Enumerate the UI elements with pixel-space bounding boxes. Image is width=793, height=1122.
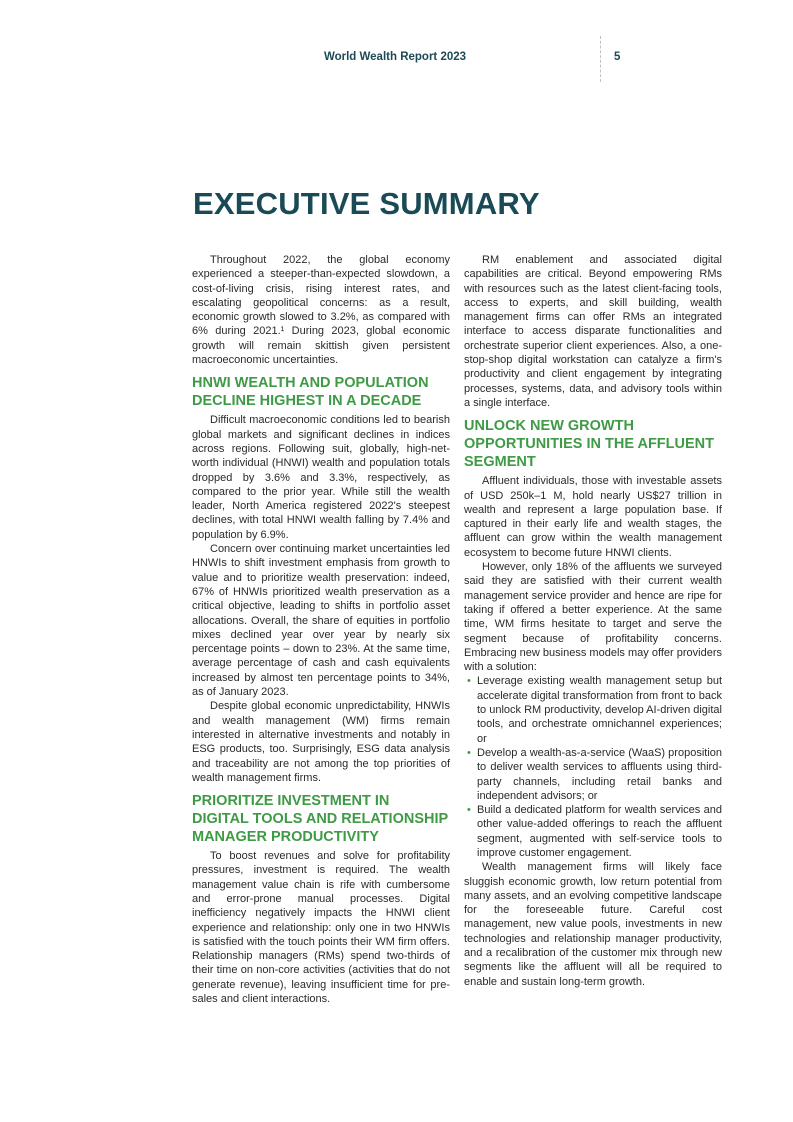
bullet-icon: • [467, 804, 471, 817]
closing-paragraph: Wealth management firms will likely face sluggish economic growth, low return potential from many assets, and an evolving competitive landscape for the foreseeable future. Careful cost management, new value pools, investments in new technologies and relationship manager productivity, and a recalibration of the customer mix through new segments like the affluent will all be required to enable and sustain long-term growth. [464, 861, 722, 988]
section-heading-hnwi-wealth: HNWI WEALTH AND POPULATION DECLINE HIGHEST IN A DECADE [192, 375, 429, 410]
intro-paragraph: RM enablement and associated digital capabilities are critical. Beyond empowering RMs with resources such as the latest client-facing tools, access to experts, and skill building, wealth management firms can offer RMs an integrated interface to access disparate functionalities and orchestrate superior client experiences. Also, a one-stop-shop digital workstation can catalyze a firm's productivity and client engagement by integrating processes, systems, data, and advisory tools within a single interface. [464, 254, 722, 409]
body-paragraph: Difficult macroeconomic conditions led to bearish global markets and significant declines in indices across regions. Following suit, globally, high-net-worth individual (HNWI) wealth and population totals dropped by 3.6% and 3.3%, respectively, as compared to the prior year. While still the wealth leader, North America registered 2022's steepest declines, with total HNWI wealth falling by 7.4% and population by 6.9%. [192, 414, 450, 541]
body-paragraph: Affluent individuals, those with investable assets of USD 250k–1 M, hold nearly US$27 trillion in wealth and represent a large population base. If captured in their early life and wealth stages, the affluent can grow within the wealth management ecosystem to become future HNWI clients. [464, 475, 722, 559]
list-item [464, 803, 722, 860]
list-item-text: Build a dedicated platform for wealth services and other value-added offerings to reach the affluent segment, augmented with self-service tools to improve customer engagement. [477, 804, 722, 859]
left-column [192, 253, 450, 1006]
intro-paragraph: Throughout 2022, the global economy experienced a steeper-than-expected slowdown, a cost-of-living crisis, rising interest rates, and escalating geopolitical concerns: as a result, economic growth slowed to 3.2%, as compared with 6% during 2021.¹ During 2023, global economic growth will remain skittish given persistent macroeconomic uncertainties. [192, 254, 450, 367]
bullet-icon: • [467, 746, 471, 759]
list-item [464, 674, 722, 745]
page-title: EXECUTIVE SUMMARY [193, 186, 540, 221]
bullet-icon: • [467, 675, 471, 688]
body-paragraph: Concern over continuing market uncertainties led HNWIs to shift investment emphasis from growth to value and to prioritize wealth preservation: indeed, 67% of HNWIs prioritized wealth preservation as a critical objective, leading to shifts in portfolio asset allocations. Overall, the share of equities in portfolio mixes declined year over year by nearly six percentage points – down to 23%. At the same time, average percentage of cash and cash equivalents increased by almost ten percentage points to 34%, as of January 2023. [192, 543, 450, 699]
list-item-text: Develop a wealth-as-a-service (WaaS) proposition to deliver wealth services to affluents using third-party channels, including retail banks and independent advisors; or [477, 746, 722, 802]
solution-list [464, 674, 722, 860]
section-heading-digital-tools: PRIORITIZE INVESTMENT IN DIGITAL TOOLS AND RELATIONSHIP MANAGER PRODUCTIVITY [192, 793, 448, 846]
right-column [464, 253, 722, 989]
body-paragraph: To boost revenues and solve for profitability pressures, investment is required. The wealth management value chain is rife with cumbersome and error-prone manual processes. Digital inefficiency negatively impacts the HNWI client experience and relationship: only one in two HNWIs is satisfied with the touch points their WM firm offers. Relationship managers (RMs) spend two-thirds of their time on non-core activities (activities that do not generate revenue), leaving insufficient time for pre-sales and client interactions. [192, 850, 450, 1006]
list-item-text: Leverage existing wealth management setup but accelerate digital transformation from front to back to unlock RM productivity, develop AI-driven digital tools, and orchestrate omnichannel experiences; or [477, 675, 722, 745]
header-divider [600, 36, 601, 82]
report-title: World Wealth Report 2023 [323, 51, 467, 63]
section-heading-affluent-segment: UNLOCK NEW GROWTH OPPORTUNITIES IN THE AFFLUENT SEGMENT [464, 418, 714, 471]
body-paragraph: However, only 18% of the affluents we surveyed said they are satisfied with their current wealth management service provider and hence are ripe for taking if offered a better experience. At the same time, WM firms hesitate to target and serve the segment because of profitability concerns. Embracing new business models may offer providers with a solution: [464, 561, 722, 674]
page-number: 5 [614, 51, 621, 63]
body-paragraph: Despite global economic unpredictability, HNWIs and wealth management (WM) firms remain interested in alternative investments and notably in ESG products, too. Surprisingly, ESG data analysis and traceability are not among the top priorities of wealth management firms. [192, 700, 450, 784]
list-item [464, 746, 722, 803]
